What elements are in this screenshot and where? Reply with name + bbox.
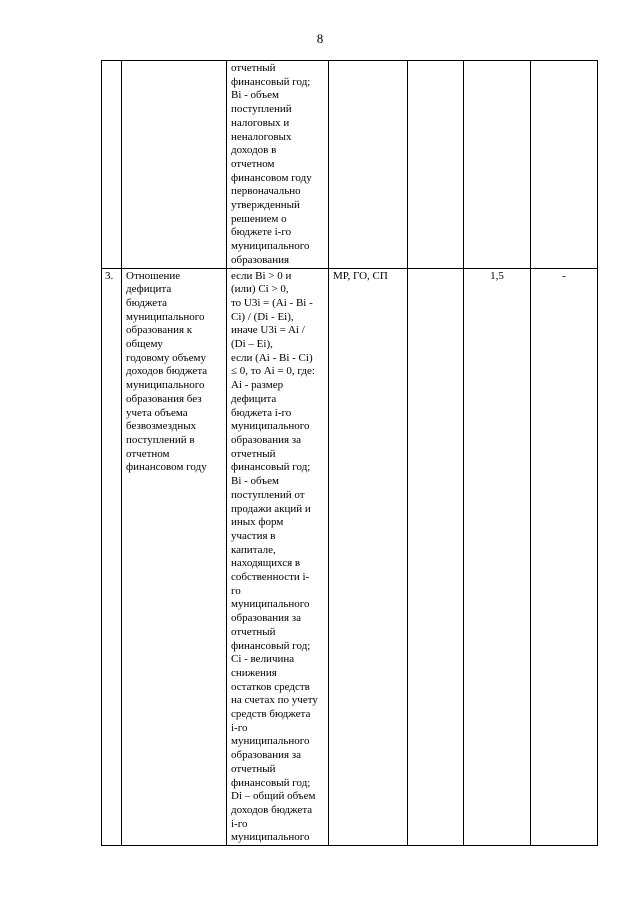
cell-empty [408, 268, 464, 846]
cell-indicator [122, 268, 227, 846]
row-number: 3. [105, 269, 114, 282]
cell-weight [464, 61, 531, 269]
cell-indicator [122, 61, 227, 269]
cell-number [102, 61, 122, 269]
indicator-text: Отношение дефицита бюджета муниципального образования к общему годовому объему доходов бюджета муниципального образования без учета объема безвозмездных поступлений в отчетном финансовом году [126, 269, 208, 474]
formula-text: отчетный финансовый год; Bi - объем поступлений налоговых и неналоговых доходов в отчетном финансовом году первоначально утвержденный решением о бюджете i-го муниципального образования [231, 62, 312, 266]
cell-formula [227, 268, 329, 846]
cell-weight [464, 268, 531, 846]
municipality-type-text: МР, ГО, СП [333, 269, 388, 282]
indicators-table [101, 60, 598, 846]
cell-formula [227, 61, 329, 269]
cell-dash [531, 61, 598, 269]
page-number: 8 [316, 31, 324, 46]
cell-municipality-type [329, 61, 408, 269]
cell-municipality-type [329, 268, 408, 846]
formula-text: если Bi > 0 и (или) Ci > 0, то U3i = (Ai - Bi - Ci) / (Di - Ei), иначе U3i = Ai / (Di – Ei), если (Ai - Bi - Ci) ≤ 0, то Ai = 0, где: Ai - размер дефицита бюджета i-го муниципального образования за отчетный финансовый год; Bi - объем поступлений от продажи акций и иных форм участия в капитале, находящихся в собственности i- го муниципального образования за отчетный финансовый год; Ci - величина снижения остатков средств на счетах по учету средств бюджета i-го муниципального образования за отчетный финансовый год; Di – общий объем доходов бюджета i-го муниципального [231, 269, 318, 844]
cell-dash [531, 268, 598, 846]
weight-text: 1,5 [490, 269, 504, 282]
cell-number [102, 268, 122, 846]
table-row-continuation [102, 61, 598, 269]
cell-empty [408, 61, 464, 269]
table-row-3 [102, 268, 598, 846]
dash-text: - [562, 269, 566, 282]
